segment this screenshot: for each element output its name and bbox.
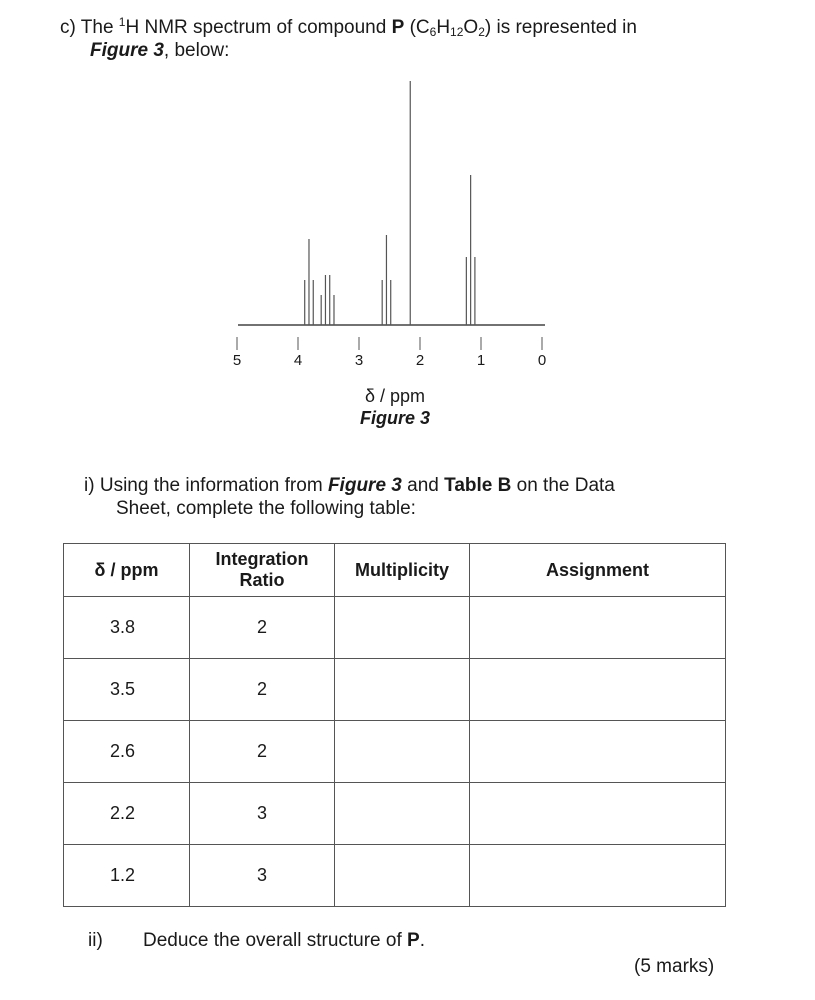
table-row [64,597,726,659]
assignment-answer-cell[interactable] [470,659,726,721]
assignment-answer-cell[interactable] [470,783,726,845]
figure-reference: Figure 3 [90,40,164,61]
multiplicity-answer-cell[interactable] [335,721,470,783]
ratio-cell: 2 [190,597,335,659]
multiplicity-answer-cell[interactable] [335,845,470,907]
x-tick-label-2: 2 [415,352,425,369]
x-tick-label-3: 3 [354,352,364,369]
ratio-cell: 3 [190,783,335,845]
shift-cell: 2.2 [64,783,190,845]
assignment-answer-cell[interactable] [470,721,726,783]
x-tick-label-0: 0 [537,352,547,369]
table-row [64,659,726,721]
header-assignment: Assignment [470,544,726,597]
shift-cell: 3.5 [64,659,190,721]
header-shift: δ / ppm [64,544,190,597]
ratio-cell: 2 [190,721,335,783]
question-c-intro: c) The $^1$H NMR spectrum of compound P $(C_6H_{12}O_2)$ is represented in Figure 3, below: [60,15,637,61]
nmr-data-table [63,543,726,907]
assignment-answer-cell[interactable] [470,597,726,659]
question-label: c) [60,17,76,38]
question-ii-label: ii) [88,930,103,951]
table-row [64,845,726,907]
multiplicity-answer-cell[interactable] [335,597,470,659]
question-i-label: i) [84,475,95,496]
x-axis-ticks [233,337,546,369]
peaks [305,81,475,325]
molecular-formula: $(C_6H_{12}O_2)$ [409,17,492,39]
x-tick-label-5: 5 [232,352,242,369]
multiplicity-answer-cell[interactable] [335,783,470,845]
question-i: i) Using the information from Figure 3 and Table B on the Data Sheet, complete the following table: [84,475,615,519]
assignment-answer-cell[interactable] [470,845,726,907]
marks-allocation: (5 marks) [634,956,715,977]
multiplicity-answer-cell[interactable] [335,659,470,721]
x-tick-label-1: 1 [476,352,486,369]
question-ii-text: Deduce the overall structure of P. [143,930,425,951]
header-multiplicity: Multiplicity [335,544,470,597]
nmr-spectrum-chart [0,0,815,400]
shift-cell: 1.2 [64,845,190,907]
ratio-cell: 3 [190,845,335,907]
header-integration: Integration Ratio [190,544,335,597]
x-tick-label-4: 4 [293,352,303,369]
shift-cell: 2.6 [64,721,190,783]
table-row [64,783,726,845]
x-axis-label: δ / ppm [364,386,426,406]
figure-caption: Figure 3 [359,408,430,428]
ratio-cell: 2 [190,659,335,721]
shift-cell: 3.8 [64,597,190,659]
compound-label: P [391,17,405,38]
table-row [64,721,726,783]
table-header-row [64,544,726,597]
